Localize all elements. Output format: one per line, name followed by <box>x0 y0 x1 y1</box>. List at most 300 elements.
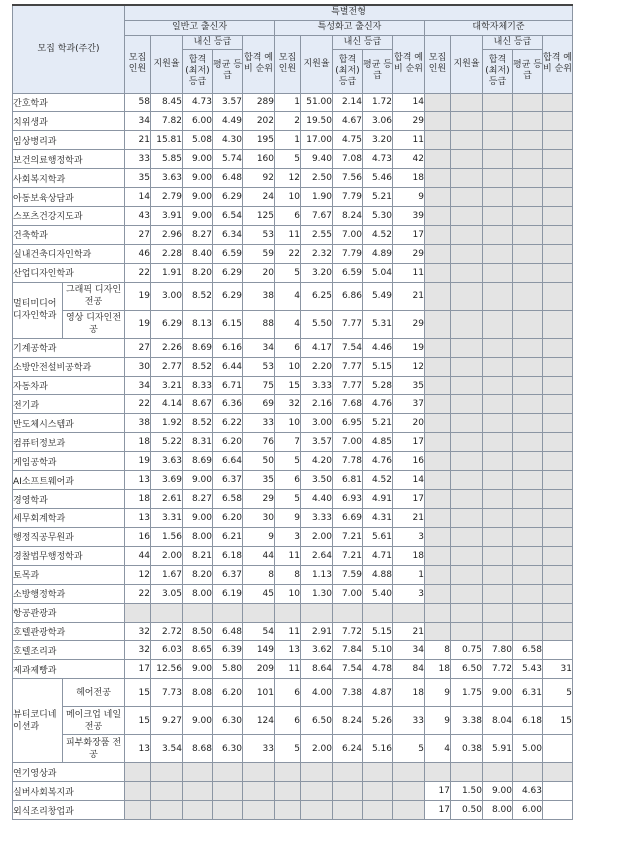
empty-cell <box>543 565 573 584</box>
empty-cell <box>483 112 513 131</box>
general-cell: 6.37 <box>213 565 243 584</box>
empty-cell <box>451 490 483 509</box>
univ-cell: 31 <box>543 660 573 679</box>
general-cell: 8.52 <box>183 357 213 376</box>
table-row <box>13 660 573 679</box>
general-cell: 8.20 <box>183 565 213 584</box>
empty-cell <box>125 603 151 622</box>
empty-cell <box>483 150 513 169</box>
univ-cell: 0.75 <box>451 641 483 660</box>
empty-cell <box>425 282 451 310</box>
dept-name: 반도체시스템과 <box>13 414 125 433</box>
vocational-cell: 5.15 <box>363 622 393 641</box>
general-cell: 58 <box>125 93 151 112</box>
general-cell: 3.69 <box>151 471 183 490</box>
empty-cell <box>151 603 183 622</box>
empty-cell <box>425 93 451 112</box>
vocational-cell: 2.00 <box>301 735 333 763</box>
general-cell: 18 <box>125 433 151 452</box>
header-group-vocational: 특성화고 출신자 <box>275 20 425 35</box>
vocational-cell: 22 <box>275 244 301 263</box>
major-name: 그래픽 디자인전공 <box>63 282 125 310</box>
dept-name: 행정직공무원과 <box>13 527 125 546</box>
general-cell: 8.08 <box>183 679 213 707</box>
empty-cell <box>543 93 573 112</box>
dept-name: 간호학과 <box>13 93 125 112</box>
empty-cell <box>425 395 451 414</box>
general-cell: 13 <box>125 471 151 490</box>
vocational-cell: 6.59 <box>333 263 363 282</box>
empty-cell <box>451 188 483 207</box>
vocational-cell: 7.77 <box>333 357 363 376</box>
general-cell: 6.03 <box>151 641 183 660</box>
table-row <box>13 338 573 357</box>
general-cell: 6.20 <box>213 509 243 528</box>
general-cell: 15.81 <box>151 131 183 150</box>
vocational-cell: 11 <box>275 660 301 679</box>
general-cell: 6.20 <box>213 433 243 452</box>
empty-cell <box>513 150 543 169</box>
vocational-cell: 1 <box>275 93 301 112</box>
vocational-cell: 17 <box>393 433 425 452</box>
empty-cell <box>543 376 573 395</box>
header-grade: 내신 등급 <box>333 35 393 49</box>
vocational-cell: 2.64 <box>301 546 333 565</box>
univ-cell <box>543 735 573 763</box>
univ-cell: 17 <box>425 782 451 801</box>
vocational-cell: 8.64 <box>301 660 333 679</box>
general-cell: 22 <box>125 263 151 282</box>
table-row <box>13 509 573 528</box>
univ-cell: 7.72 <box>483 660 513 679</box>
empty-cell <box>483 565 513 584</box>
empty-cell <box>243 603 275 622</box>
empty-cell <box>425 509 451 528</box>
vocational-cell: 7.21 <box>333 527 363 546</box>
general-cell: 6.29 <box>151 310 183 338</box>
general-cell: 202 <box>243 112 275 131</box>
table-row <box>13 546 573 565</box>
vocational-cell: 5.21 <box>363 188 393 207</box>
empty-cell <box>301 801 333 820</box>
table-row <box>13 801 573 820</box>
vocational-cell: 3.33 <box>301 376 333 395</box>
vocational-cell: 1 <box>275 131 301 150</box>
univ-cell: 9 <box>425 679 451 707</box>
general-cell: 35 <box>125 169 151 188</box>
header-waitlist: 합격 예비 순위 <box>393 35 425 93</box>
general-cell: 6.30 <box>213 735 243 763</box>
univ-cell: 5 <box>543 679 573 707</box>
vocational-cell: 2.00 <box>301 527 333 546</box>
general-cell: 6.54 <box>213 207 243 226</box>
univ-cell: 6.58 <box>513 641 543 660</box>
empty-cell <box>451 207 483 226</box>
table-row <box>13 357 573 376</box>
general-cell: 9.27 <box>151 707 183 735</box>
dept-name: 아동보육상담과 <box>13 188 125 207</box>
general-cell: 20 <box>243 263 275 282</box>
empty-cell <box>425 150 451 169</box>
header-rate: 지원율 <box>301 35 333 93</box>
dept-name: 전기과 <box>13 395 125 414</box>
empty-cell <box>451 452 483 471</box>
empty-cell <box>483 376 513 395</box>
general-cell: 6.48 <box>213 622 243 641</box>
table-row <box>13 263 573 282</box>
table-row <box>13 763 573 782</box>
general-cell: 7.82 <box>151 112 183 131</box>
vocational-cell: 4.17 <box>301 338 333 357</box>
empty-cell <box>425 310 451 338</box>
vocational-cell: 6 <box>275 707 301 735</box>
empty-cell <box>451 546 483 565</box>
univ-cell: 0.50 <box>451 801 483 820</box>
empty-cell <box>213 801 243 820</box>
table-row <box>13 282 573 310</box>
empty-cell <box>451 414 483 433</box>
general-cell: 9.00 <box>183 471 213 490</box>
general-cell: 9 <box>243 527 275 546</box>
vocational-cell: 6.81 <box>333 471 363 490</box>
vocational-cell: 11 <box>393 263 425 282</box>
vocational-cell: 5.31 <box>363 310 393 338</box>
vocational-cell: 7.00 <box>333 433 363 452</box>
empty-cell <box>451 433 483 452</box>
general-cell: 44 <box>125 546 151 565</box>
table-row <box>13 131 573 150</box>
vocational-cell: 7.54 <box>333 338 363 357</box>
general-cell: 13 <box>125 509 151 528</box>
vocational-cell: 3.62 <box>301 641 333 660</box>
vocational-cell: 3.57 <box>301 433 333 452</box>
general-cell: 6.59 <box>213 244 243 263</box>
empty-cell <box>363 801 393 820</box>
empty-cell <box>151 801 183 820</box>
vocational-cell: 14 <box>393 471 425 490</box>
empty-cell <box>333 801 363 820</box>
general-cell: 5.85 <box>151 150 183 169</box>
general-cell: 33 <box>243 735 275 763</box>
empty-cell <box>275 603 301 622</box>
empty-cell <box>425 565 451 584</box>
empty-cell <box>183 801 213 820</box>
empty-cell <box>513 310 543 338</box>
empty-cell <box>451 263 483 282</box>
dept-group-name: 뷰티코디네이션과 <box>13 679 63 763</box>
vocational-cell: 7.84 <box>333 641 363 660</box>
dept-name: 실내건축디자인학과 <box>13 244 125 263</box>
empty-cell <box>543 131 573 150</box>
dept-name: 호텔관광학과 <box>13 622 125 641</box>
dept-name: 실버사회복지과 <box>13 782 125 801</box>
general-cell: 3.05 <box>151 584 183 603</box>
table-row <box>13 188 573 207</box>
vocational-cell: 39 <box>393 207 425 226</box>
empty-cell <box>301 763 333 782</box>
general-cell: 46 <box>125 244 151 263</box>
general-cell: 6.36 <box>213 395 243 414</box>
vocational-cell: 21 <box>393 622 425 641</box>
vocational-cell: 7.59 <box>333 565 363 584</box>
empty-cell <box>543 603 573 622</box>
vocational-cell: 4.52 <box>363 471 393 490</box>
header-avg: 평균 등급 <box>513 49 543 93</box>
dept-name: 보건의료행정학과 <box>13 150 125 169</box>
general-cell: 6.16 <box>213 338 243 357</box>
general-cell: 6.64 <box>213 452 243 471</box>
vocational-cell: 33 <box>393 707 425 735</box>
vocational-cell: 7.78 <box>333 452 363 471</box>
vocational-cell: 17 <box>393 490 425 509</box>
general-cell: 9.00 <box>183 169 213 188</box>
empty-cell <box>151 763 183 782</box>
vocational-cell: 3.20 <box>363 131 393 150</box>
general-cell: 3.21 <box>151 376 183 395</box>
empty-cell <box>125 801 151 820</box>
general-cell: 4.49 <box>213 112 243 131</box>
vocational-cell: 18 <box>393 546 425 565</box>
general-cell: 15 <box>125 679 151 707</box>
vocational-cell: 7.00 <box>333 225 363 244</box>
dept-name: 소방안전설비공학과 <box>13 357 125 376</box>
vocational-cell: 7.56 <box>333 169 363 188</box>
general-cell: 3.31 <box>151 509 183 528</box>
general-cell: 92 <box>243 169 275 188</box>
table-row <box>13 641 573 660</box>
empty-cell <box>513 584 543 603</box>
table-row <box>13 112 573 131</box>
vocational-cell: 8.24 <box>333 207 363 226</box>
dept-name: 소방행정학과 <box>13 584 125 603</box>
vocational-cell: 6.24 <box>333 735 363 763</box>
header-group-univ: 대학자체기준 <box>425 20 573 35</box>
empty-cell <box>425 452 451 471</box>
empty-cell <box>543 357 573 376</box>
dept-name: 제과제빵과 <box>13 660 125 679</box>
empty-cell <box>483 414 513 433</box>
table-row <box>13 679 573 707</box>
empty-cell <box>513 357 543 376</box>
empty-cell <box>483 263 513 282</box>
empty-cell <box>513 131 543 150</box>
general-cell: 6.21 <box>213 527 243 546</box>
general-cell: 8.69 <box>183 452 213 471</box>
dept-name: AI소프트웨어과 <box>13 471 125 490</box>
empty-cell <box>513 169 543 188</box>
empty-cell <box>483 471 513 490</box>
vocational-cell: 3.50 <box>301 471 333 490</box>
empty-cell <box>451 527 483 546</box>
empty-cell <box>543 338 573 357</box>
univ-cell: 3.38 <box>451 707 483 735</box>
header-avg: 평균 등급 <box>213 49 243 93</box>
vocational-cell: 5 <box>275 452 301 471</box>
vocational-cell: 34 <box>393 641 425 660</box>
empty-cell <box>451 763 483 782</box>
major-name: 메이크업 네일전공 <box>63 707 125 735</box>
empty-cell <box>125 782 151 801</box>
vocational-cell: 5.21 <box>363 414 393 433</box>
dept-name: 스포츠건강지도과 <box>13 207 125 226</box>
vocational-cell: 12 <box>275 169 301 188</box>
general-cell: 6.18 <box>213 546 243 565</box>
general-cell: 30 <box>125 357 151 376</box>
general-cell: 8.00 <box>183 527 213 546</box>
general-cell: 35 <box>243 471 275 490</box>
general-cell: 6.15 <box>213 310 243 338</box>
table-row <box>13 225 573 244</box>
header-waitlist: 합격 예비 순위 <box>243 35 275 93</box>
empty-cell <box>275 801 301 820</box>
table-row <box>13 707 573 735</box>
empty-cell <box>333 763 363 782</box>
vocational-cell: 4.46 <box>363 338 393 357</box>
general-cell: 6.00 <box>183 112 213 131</box>
table-body <box>13 93 573 820</box>
empty-cell <box>513 565 543 584</box>
general-cell: 9.00 <box>183 509 213 528</box>
vocational-cell: 6.25 <box>301 282 333 310</box>
vocational-cell: 4 <box>275 282 301 310</box>
general-cell: 8.67 <box>183 395 213 414</box>
vocational-cell: 2 <box>275 112 301 131</box>
vocational-cell: 3 <box>393 527 425 546</box>
empty-cell <box>451 565 483 584</box>
empty-cell <box>543 282 573 310</box>
general-cell: 8.20 <box>183 263 213 282</box>
vocational-cell: 21 <box>393 282 425 310</box>
empty-cell <box>483 207 513 226</box>
empty-cell <box>425 357 451 376</box>
general-cell: 2.79 <box>151 188 183 207</box>
vocational-cell: 21 <box>393 509 425 528</box>
vocational-cell: 6.69 <box>333 509 363 528</box>
empty-cell <box>425 763 451 782</box>
general-cell: 76 <box>243 433 275 452</box>
header-rate: 지원율 <box>451 35 483 93</box>
empty-cell <box>543 527 573 546</box>
general-cell: 16 <box>125 527 151 546</box>
general-cell: 3.63 <box>151 169 183 188</box>
vocational-cell: 2.91 <box>301 622 333 641</box>
vocational-cell: 3 <box>393 584 425 603</box>
univ-cell: 8.00 <box>483 801 513 820</box>
empty-cell <box>543 546 573 565</box>
general-cell: 8.31 <box>183 433 213 452</box>
empty-cell <box>543 150 573 169</box>
vocational-cell: 4.00 <box>301 679 333 707</box>
empty-cell <box>425 376 451 395</box>
empty-cell <box>393 603 425 622</box>
vocational-cell: 5.26 <box>363 707 393 735</box>
empty-cell <box>425 244 451 263</box>
table-row <box>13 782 573 801</box>
empty-cell <box>451 357 483 376</box>
header-group-general: 일반고 출신자 <box>125 20 275 35</box>
vocational-cell: 11 <box>275 622 301 641</box>
vocational-cell: 5 <box>275 490 301 509</box>
table-row <box>13 169 573 188</box>
general-cell: 30 <box>243 509 275 528</box>
general-cell: 8.13 <box>183 310 213 338</box>
empty-cell <box>451 376 483 395</box>
vocational-cell: 84 <box>393 660 425 679</box>
vocational-cell: 29 <box>393 244 425 263</box>
general-cell: 8.50 <box>183 622 213 641</box>
empty-cell <box>483 622 513 641</box>
major-name: 헤어전공 <box>63 679 125 707</box>
general-cell: 2.28 <box>151 244 183 263</box>
empty-cell <box>425 338 451 357</box>
empty-cell <box>513 433 543 452</box>
empty-cell <box>483 763 513 782</box>
empty-cell <box>301 603 333 622</box>
empty-cell <box>543 112 573 131</box>
vocational-cell: 37 <box>393 395 425 414</box>
univ-cell: 5.00 <box>513 735 543 763</box>
empty-cell <box>513 490 543 509</box>
dept-name: 사회복지학과 <box>13 169 125 188</box>
vocational-cell: 7.79 <box>333 244 363 263</box>
dept-name: 건축학과 <box>13 225 125 244</box>
empty-cell <box>213 763 243 782</box>
general-cell: 8 <box>243 565 275 584</box>
general-cell: 50 <box>243 452 275 471</box>
dept-name: 호텔조리과 <box>13 641 125 660</box>
general-cell: 101 <box>243 679 275 707</box>
vocational-cell: 51.00 <box>301 93 333 112</box>
dept-name: 치위생과 <box>13 112 125 131</box>
univ-cell: 6.50 <box>451 660 483 679</box>
empty-cell <box>425 527 451 546</box>
general-cell: 12 <box>125 565 151 584</box>
empty-cell <box>483 395 513 414</box>
general-cell: 1.56 <box>151 527 183 546</box>
general-cell: 6.19 <box>213 584 243 603</box>
vocational-cell: 4.31 <box>363 509 393 528</box>
vocational-cell: 42 <box>393 150 425 169</box>
vocational-cell: 6.86 <box>333 282 363 310</box>
general-cell: 4.73 <box>183 93 213 112</box>
empty-cell <box>543 414 573 433</box>
empty-cell <box>451 603 483 622</box>
vocational-cell: 4.20 <box>301 452 333 471</box>
general-cell: 1.92 <box>151 414 183 433</box>
univ-cell: 5.91 <box>483 735 513 763</box>
general-cell: 8.45 <box>151 93 183 112</box>
empty-cell <box>125 763 151 782</box>
general-cell: 2.96 <box>151 225 183 244</box>
empty-cell <box>451 244 483 263</box>
empty-cell <box>483 509 513 528</box>
dept-name: 임상병리과 <box>13 131 125 150</box>
univ-cell: 4 <box>425 735 451 763</box>
general-cell: 8.69 <box>183 338 213 357</box>
header-recruit: 모집 인원 <box>275 35 301 93</box>
general-cell: 2.72 <box>151 622 183 641</box>
dept-name: 기계공학과 <box>13 338 125 357</box>
empty-cell <box>425 471 451 490</box>
empty-cell <box>543 584 573 603</box>
vocational-cell: 5 <box>393 735 425 763</box>
empty-cell <box>451 169 483 188</box>
table-row <box>13 622 573 641</box>
univ-cell: 18 <box>425 660 451 679</box>
table-row <box>13 735 573 763</box>
dept-name: 외식조리창업과 <box>13 801 125 820</box>
univ-cell: 6.00 <box>513 801 543 820</box>
